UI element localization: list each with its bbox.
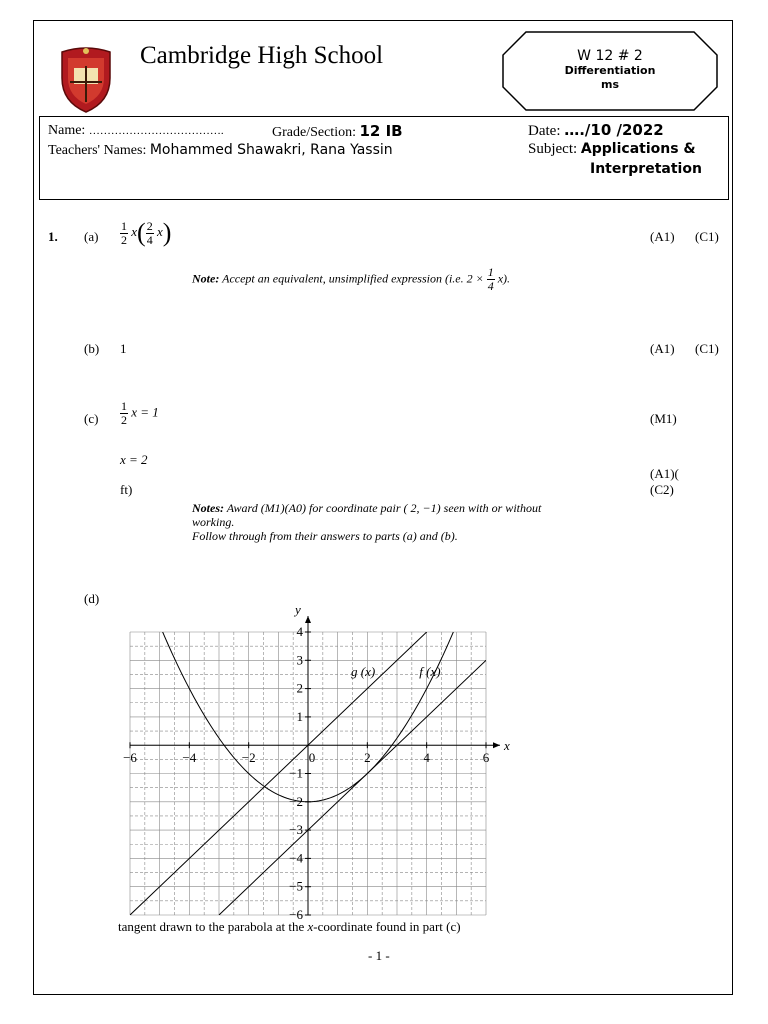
part-a-note: Note: Accept an equivalent, unsimplified expression (i.e. 2 × $\frac{1}{4}$ x). [192,265,511,293]
y-axis-label: y [295,602,301,617]
worksheet-subtitle: ms [600,78,619,91]
y-tick-label: 3 [296,652,303,668]
part-b-mark-c1: (C1) [695,341,719,356]
subject-value-line2: Interpretation [590,161,702,177]
y-tick-label: −4 [289,850,303,866]
part-b-answer: 1 [120,341,127,356]
x-tick-label: −6 [123,750,137,766]
subject-label: Subject: [528,141,578,157]
part-c-mark-c2: (C2) [650,482,674,497]
date-line [528,121,664,140]
x-tick-label: 6 [482,750,490,766]
teachers-label: Teachers' Names: [48,143,147,158]
question-number: 1. [48,229,58,244]
part-b-mark-a1: (A1) [650,341,675,356]
part-c-equation: $\frac{1}{2}$ x = 1 [121,399,159,427]
name-label: Name: [48,123,86,138]
school-crest-logo [56,44,116,114]
series-f-label: f (x) [419,663,441,679]
y-tick-label: 4 [296,624,303,639]
part-a-label: (a) [84,229,99,244]
y-tick-label: −1 [289,765,303,781]
x-axis-arrow [493,742,500,748]
x-axis-label: x [504,738,510,754]
y-tick-label: 1 [296,708,303,724]
teachers-line [48,142,393,159]
tangent-graph [110,600,530,920]
x-tick-label: −2 [241,750,256,766]
graph-caption: tangent drawn to the parabola at the x-coordinate found in part (c) [118,919,461,934]
grade-label: Grade/Section: [272,125,356,140]
part-a-answer: $\frac{1}{2}$ x( $\frac{2}{4}$ x) [121,218,172,247]
name-blank: ………………………………. [88,125,224,137]
y-axis-arrow [305,616,311,623]
part-a-mark-c1: (C1) [695,229,719,244]
part-c-answer: x = 2 [120,452,148,467]
worksheet-code: W 12 # 2 [577,48,643,64]
teachers-value: Mohammed Shawakri, Rana Yassin [149,142,393,158]
part-c-ft: ft) [120,482,133,497]
x-tick-label: 4 [423,750,430,766]
y-tick-label: −5 [289,878,303,894]
grade-line [272,122,403,141]
page-number: - 1 - [368,948,390,963]
x-tick-label: −4 [182,750,197,766]
date-label: Date: [528,123,561,139]
part-c-notes: Notes: Award (M1)(A0) for coordinate pair ( 2, −1) seen with or without working. Follow through from their answers to parts (a) and (b). [192,501,542,543]
x-tick-label: 0 [308,750,316,766]
y-tick-label: −6 [289,907,303,920]
date-value: …./10 /2022 [564,121,664,139]
grade-value: 12 IB [359,122,403,140]
x-tick-label: 2 [364,750,371,766]
part-b-label: (b) [84,341,100,356]
y-tick-label: 2 [296,680,303,696]
worksheet-label [502,48,718,92]
series-g-label: g (x) [351,663,376,679]
part-c-label: (c) [84,411,99,426]
part-c-mark-m1: (M1) [650,411,677,426]
part-d-label: (d) [84,591,100,606]
y-tick-label: −3 [289,822,303,838]
subject-value-line1: Applications & [580,141,696,157]
school-name: Cambridge High School [140,42,384,69]
name-line [48,123,224,139]
part-a-mark-a1: (A1) [650,229,675,244]
subject-line [528,141,696,158]
series-f-curve [160,625,454,802]
y-tick-label: −2 [289,793,303,809]
part-c-mark-a1: (A1)( [650,466,679,481]
worksheet-topic: Differentiation [564,64,656,77]
